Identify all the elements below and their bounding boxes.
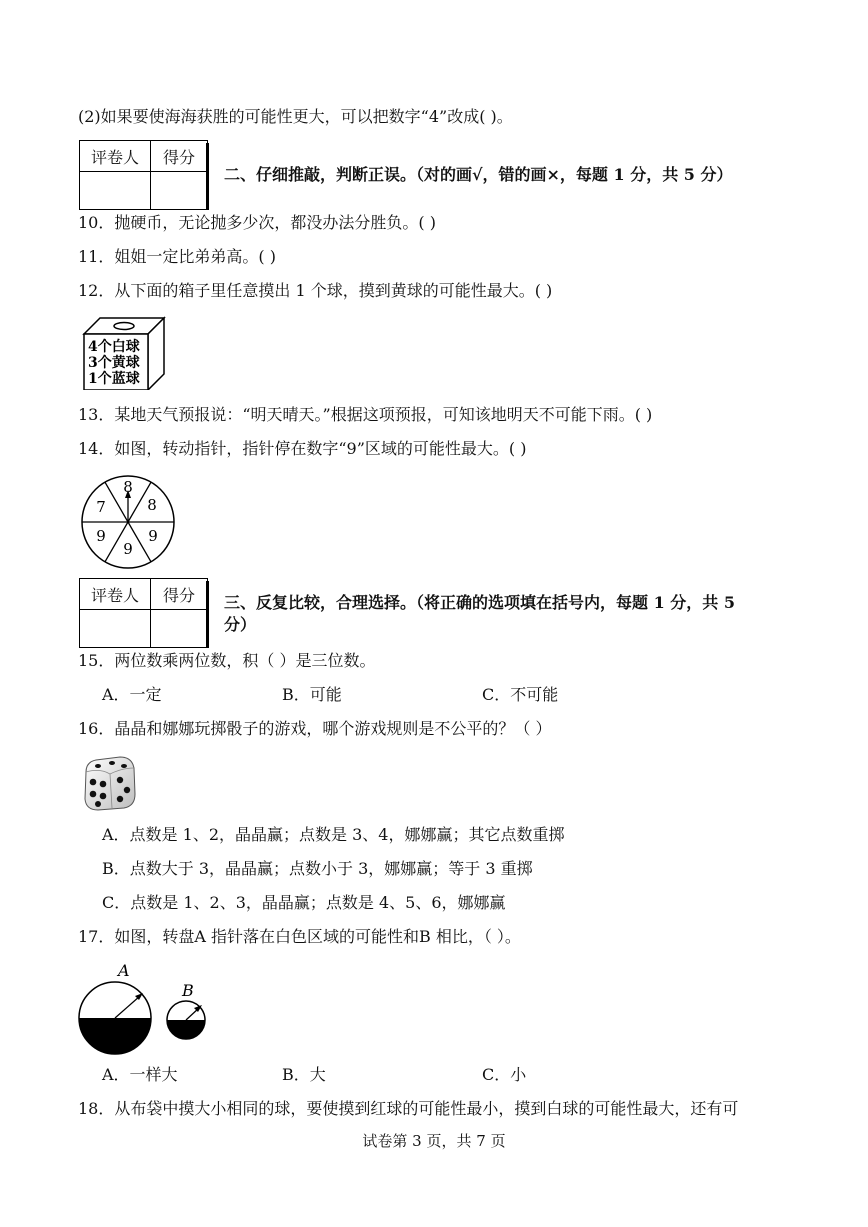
section-3-title: 三、反复比较，合理选择。（将正确的选项填在括号内，每题 1 分，共 5 — [224, 593, 735, 612]
spinner-b-label: B — [182, 981, 194, 1000]
question-13: 13．某地天气预报说：“明天晴天。”根据这项预报，可知该地明天不可能下雨。( ) — [78, 405, 653, 424]
score-box-shadow — [206, 581, 209, 648]
q16-option-b[interactable]: B．点数大于 3，晶晶赢；点数小于 3，娜娜赢；等于 3 重掷 — [102, 859, 533, 878]
score-box — [79, 578, 208, 648]
question-10: 10．抛硬币，无论抛多少次，都没办法分胜负。( ) — [78, 213, 436, 232]
q17-option-a[interactable]: A．一样大 — [102, 1065, 178, 1084]
q15-option-c[interactable]: C．不可能 — [482, 685, 559, 704]
score-cell[interactable] — [151, 172, 208, 210]
score-label: 得分 — [151, 579, 208, 610]
spinner-illustration — [80, 474, 176, 570]
box-label-yellow: 3个黄球 — [88, 355, 140, 371]
spinner-number-lower-left: 9 — [96, 527, 106, 545]
question-9-part-2: (2)如果要使海海获胜的可能性更大，可以把数字“4”改成( )。 — [78, 107, 513, 126]
box-label-white: 4个白球 — [88, 339, 140, 355]
spinner-number-bottom: 9 — [123, 540, 133, 558]
reviewer-label: 评卷人 — [80, 579, 151, 610]
q16-option-a[interactable]: A．点数是 1、2，晶晶赢；点数是 3、4，娜娜赢；其它点数重掷 — [102, 825, 565, 844]
reviewer-cell[interactable] — [80, 172, 151, 210]
page-footer: 试卷第 3 页，共 7 页 — [362, 1132, 506, 1150]
question-15: 15．两位数乘两位数，积（ ）是三位数。 — [78, 651, 376, 670]
score-box-shadow — [206, 143, 209, 210]
question-18: 18．从布袋中摸大小相同的球，要使摸到红球的可能性最小，摸到白球的可能性最大，还有可 — [78, 1099, 739, 1118]
section-2-title: 二、仔细推敲，判断正误。（对的画√，错的画×，每题 1 分，共 5 分） — [224, 165, 733, 184]
q15-option-b[interactable]: B．可能 — [282, 685, 342, 704]
section-3-title-cont: 分） — [224, 615, 257, 634]
spinners-a-b-illustration — [76, 960, 216, 1060]
q17-option-b[interactable]: B．大 — [282, 1065, 326, 1084]
score-box — [79, 140, 208, 210]
box-label-blue: 1个蓝球 — [88, 371, 140, 387]
question-12: 12．从下面的箱子里任意摸出 1 个球，摸到黄球的可能性最大。( ) — [78, 281, 553, 300]
q15-option-a[interactable]: A．一定 — [102, 685, 162, 704]
question-14: 14．如图，转动指针，指针停在数字“9”区域的可能性最大。( ) — [78, 439, 527, 458]
spinner-a-label: A — [118, 961, 130, 980]
question-16: 16．晶晶和娜娜玩掷骰子的游戏，哪个游戏规则是不公平的？（ ） — [78, 719, 552, 738]
question-11: 11．姐姐一定比弟弟高。( ) — [78, 247, 276, 266]
score-label: 得分 — [151, 141, 208, 172]
score-cell[interactable] — [151, 610, 208, 648]
spinner-number-upper-right: 8 — [147, 496, 157, 514]
question-17: 17．如图，转盘A 指针落在白色区域的可能性和B 相比，（ ）。 — [78, 927, 521, 946]
reviewer-label: 评卷人 — [80, 141, 151, 172]
q16-option-c[interactable]: C．点数是 1、2、3，晶晶赢；点数是 4、5、6，娜娜赢 — [102, 893, 506, 912]
reviewer-cell[interactable] — [80, 610, 151, 648]
spinner-number-upper-left: 7 — [96, 498, 106, 516]
q17-option-c[interactable]: C．小 — [482, 1065, 527, 1084]
spinner-number-lower-right: 9 — [148, 527, 158, 545]
dice-icon — [80, 754, 138, 812]
spinner-number-top: 8 — [123, 478, 133, 496]
ball-box-illustration — [80, 314, 170, 390]
